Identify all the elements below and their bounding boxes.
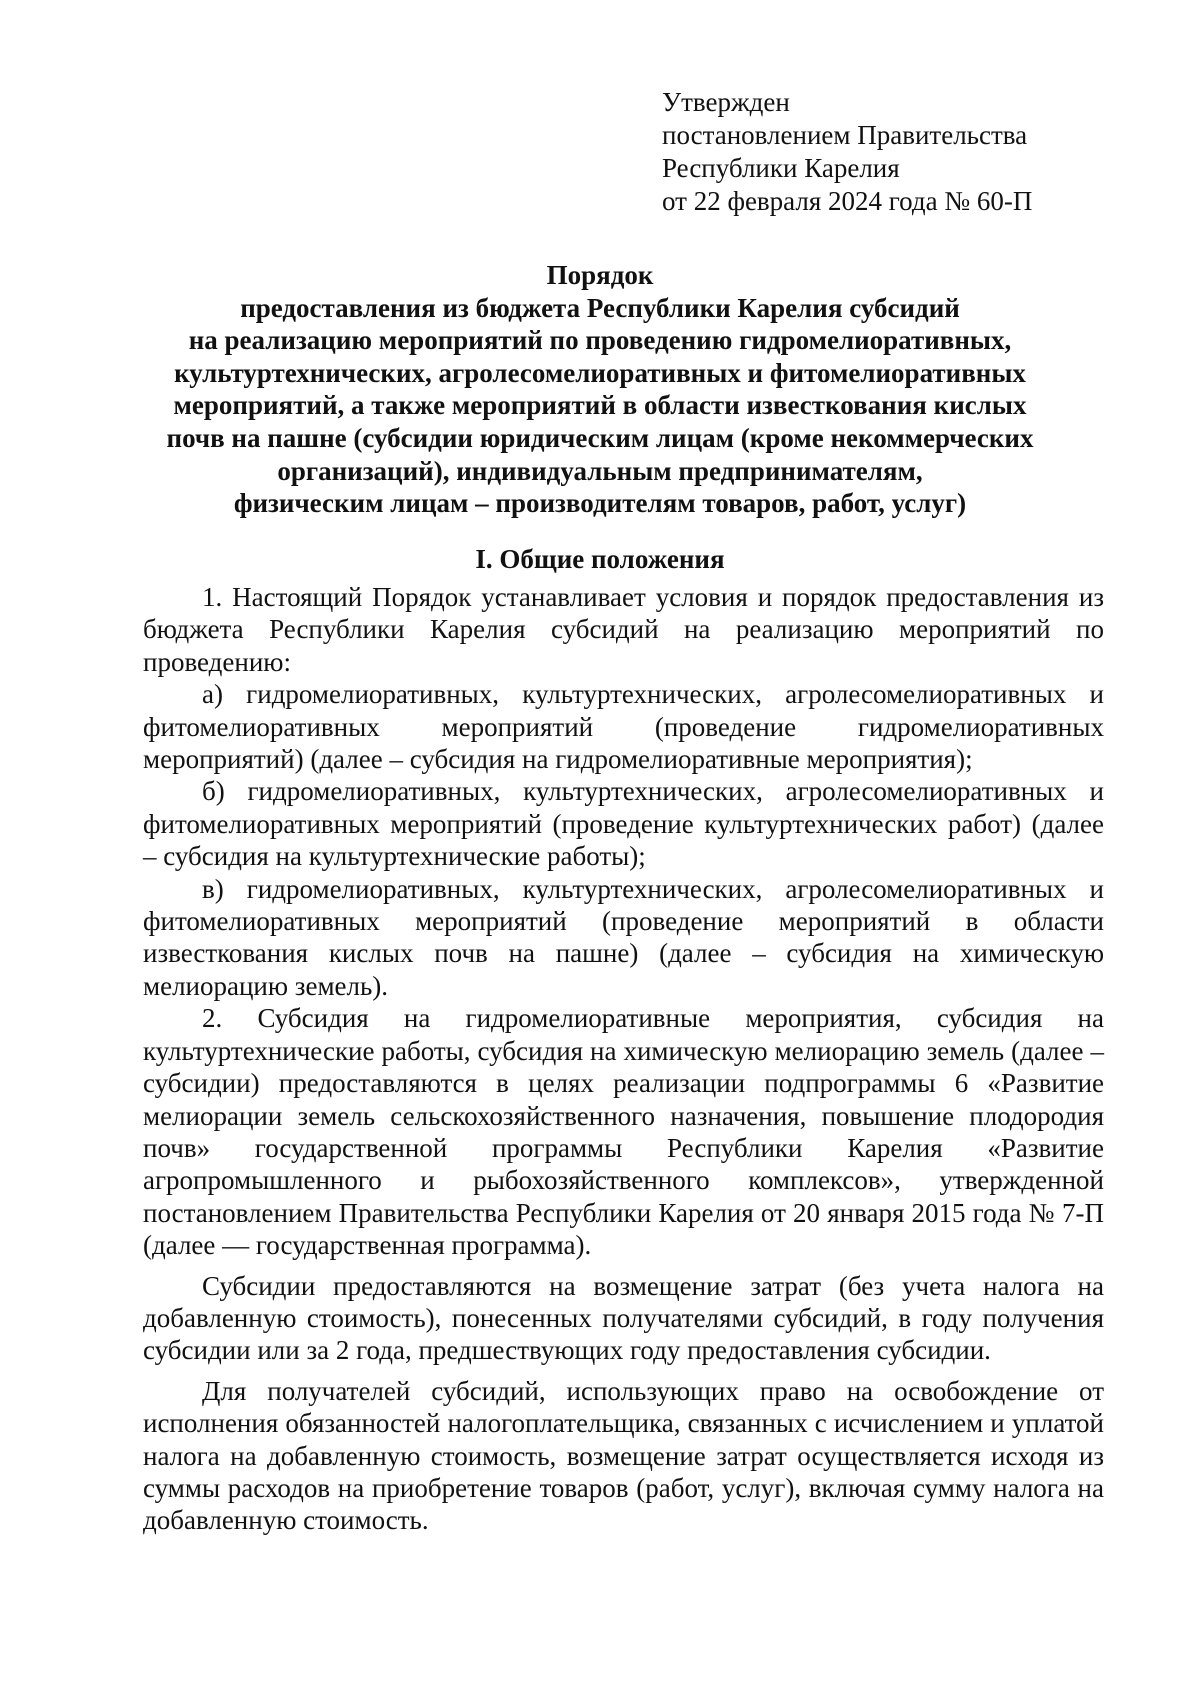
title-line: физическим лицам – производителям товаров, работ, услуг) (233, 488, 967, 519)
section-body (143, 581, 1104, 1537)
approval-date-line: от 22 февраля 2024 года № 60-П (662, 186, 1033, 216)
paragraph-subitem-b: б) гидромелиоративных, культуртехнических, агролесомелиоративных и фитомелиоративных мероприятий (проведение культуртехнических работ) (далее – субсидия на культуртехнические работы); (143, 776, 1104, 872)
section-heading: I. Общие положения (475, 544, 725, 574)
title-line: на реализацию мероприятий по проведению гидромелиоративных, (188, 325, 1012, 356)
title-line: предоставления из бюджета Республики Карелия субсидий (240, 292, 960, 323)
approval-line: Республики Карелия (662, 153, 900, 183)
paragraph-item-1: 1. Настоящий Порядок устанавливает условия и порядок предоставления из бюджета Республики Карелия субсидий на реализацию мероприятий по проведению: (143, 582, 1104, 677)
paragraph-item-2: 2. Субсидия на гидромелиоративные мероприятия, субсидия на культуртехнические работы, субсидия на химическую мелиорацию земель (далее – субсидии) предоставляются в целях реализации подпрограммы 6 «Развитие мелиорации земель сельскохозяйственного назначения, повышение плодородия почв» государственной программы Республики Карелия «Развитие агропромышленного и рыбохозяйственного комплексов», утвержденной постановлением Правительства Республики Карелия от 20 января 2015 года № 7-П (далее — государственная программа). (143, 1003, 1104, 1261)
title-line: мероприятий, а также мероприятий в области известкования кислых (173, 390, 1027, 421)
approval-line: постановлением Правительства (662, 120, 1028, 150)
approval-line: Утвержден (662, 87, 790, 117)
title-line: Порядок (546, 260, 654, 290)
paragraph-subitem-a: а) гидромелиоративных, культуртехнических, агролесомелиоративных и фитомелиоративных мероприятий (проведение гидромелиоративных мероприятий) (далее – субсидия на гидромелиоративные мероприятия); (143, 679, 1104, 775)
approval-stamp (662, 86, 1032, 218)
paragraph-vat-exemption: Для получателей субсидий, использующих право на освобождение от исполнения обязанностей налогоплательщика, связанных с исчислением и уплатой налога на добавленную стоимость, возмещение затрат осуществляется исходя из суммы расходов на приобретение товаров (работ, услуг), включая сумму налога на добавленную стоимость. (143, 1375, 1104, 1536)
title-line: почв на пашне (субсидии юридическим лицам (кроме некоммерческих (166, 422, 1034, 453)
paragraph-subsidy-purpose: Субсидии предоставляются на возмещение затрат (без учета налога на добавленную стоимость), понесенных получателями субсидий, в году получения субсидии или за 2 года, предшествующих году предоставления субсидии. (143, 1270, 1104, 1366)
title-line: организаций), индивидуальным предпринимателям, (277, 455, 923, 486)
document-title (140, 259, 1060, 520)
paragraph-subitem-v: в) гидромелиоративных, культуртехнических, агролесомелиоративных и фитомелиоративных мероприятий (проведение мероприятий в области известкования кислых почв на пашне) (далее – субсидия на химическую мелиорацию земель). (143, 873, 1104, 1001)
title-line: культуртехнических, агролесомелиоративных и фитомелиоративных (174, 357, 1026, 388)
